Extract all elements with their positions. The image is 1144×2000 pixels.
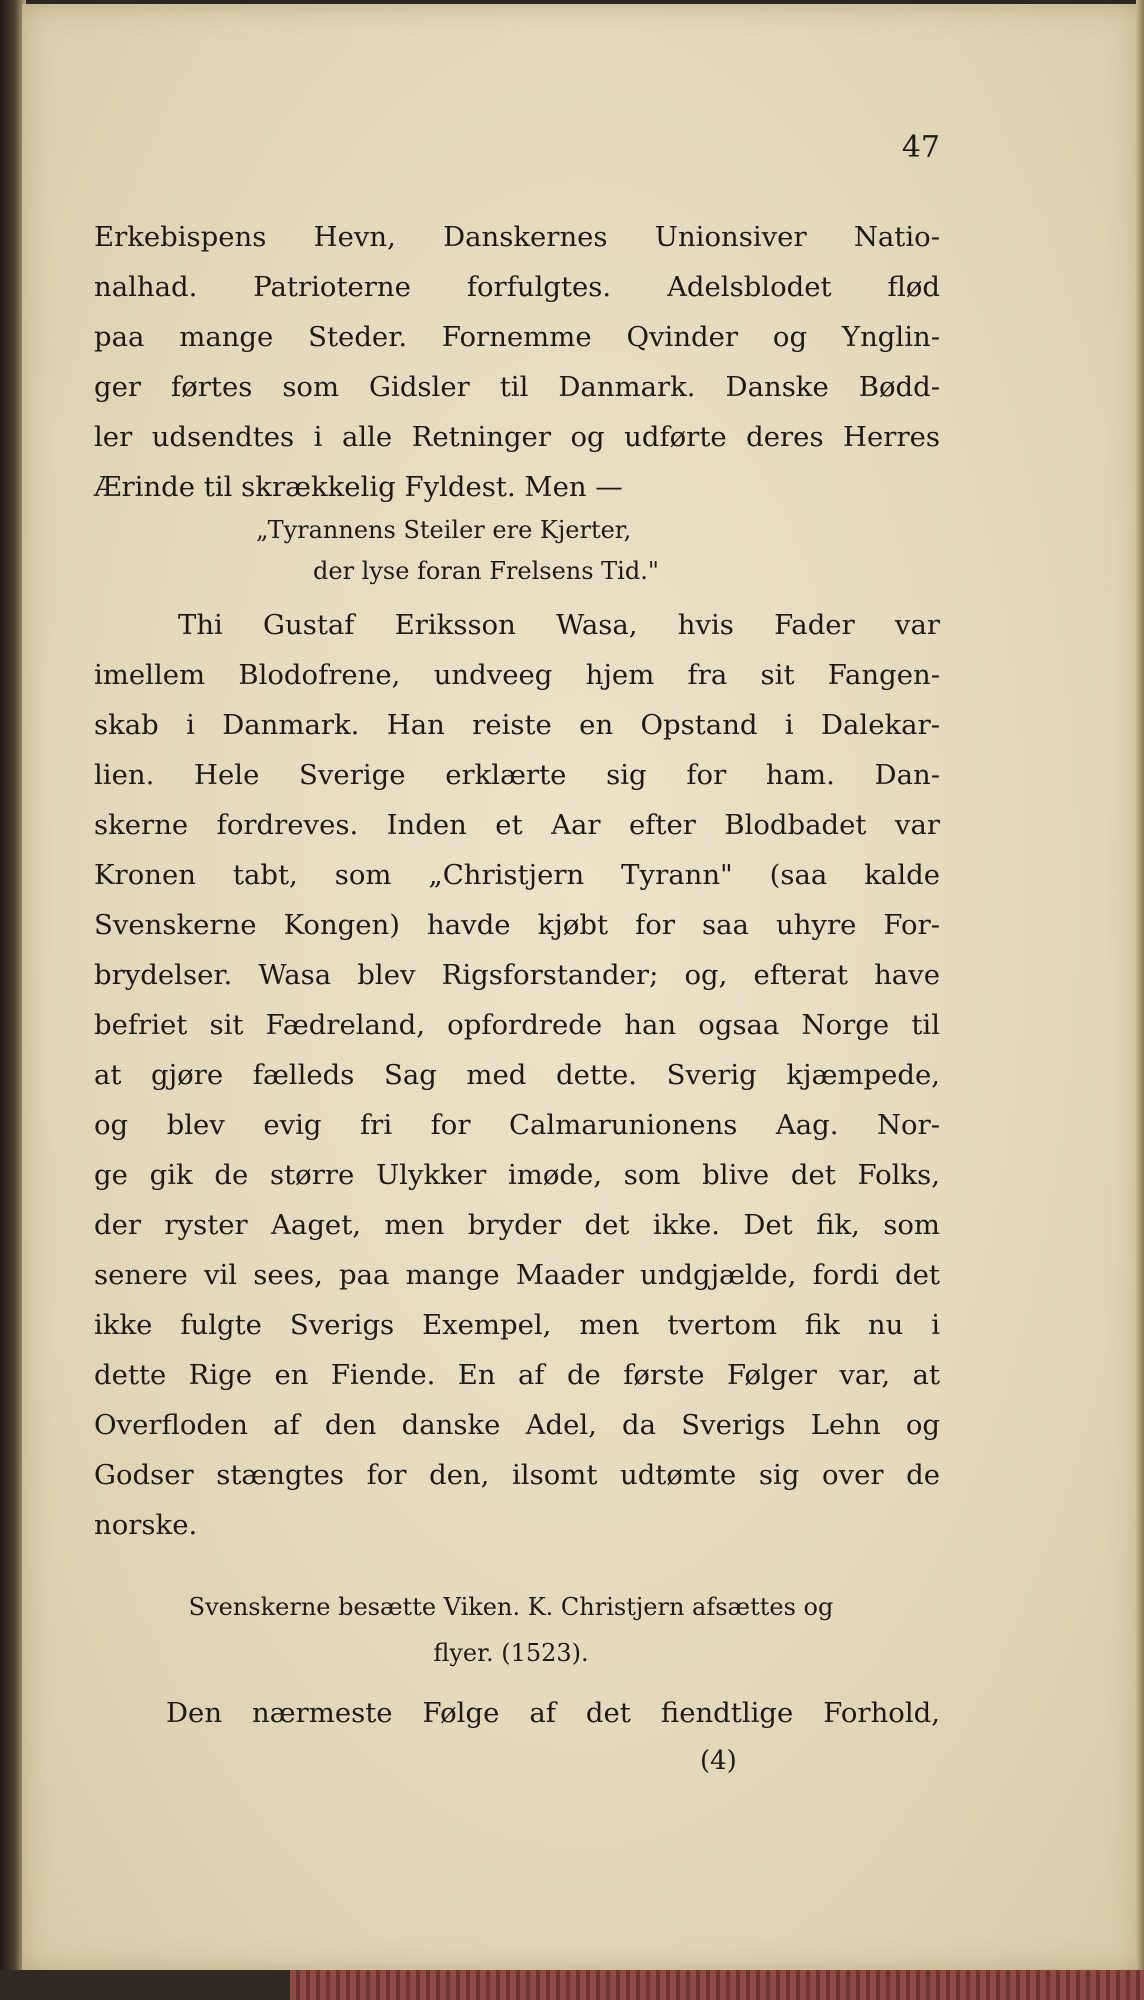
paragraph-2 (94, 600, 940, 1550)
paragraph-3 (94, 1688, 940, 1738)
signature-mark: (4) (700, 1746, 737, 1776)
sidenote-line: Svenskerne besætte Viken. K. Christjern afsættes og (188, 1593, 834, 1621)
text-line: Thi Gustaf Eriksson Wasa, hvis Fader var (178, 609, 940, 641)
verse-line: „Tyrannens Steiler ere Kjerter, (256, 516, 632, 544)
text-line: norske. (94, 1509, 198, 1541)
text-line: imellem Blodofrene, undveeg hjem fra sit Fangen- (94, 659, 940, 691)
text-line: skab i Danmark. Han reiste en Opstand i Dalekar- (94, 709, 940, 741)
text-line: ge gik de større Ulykker imøde, som blive det Folks, (94, 1159, 940, 1191)
verse-line: der lyse foran Frelsens Tid." (313, 557, 659, 585)
text-line: Ærinde til skrækkelig Fyldest. Men — (94, 471, 623, 503)
text-line: Erkebispens Hevn, Danskernes Unionsiver Natio- (94, 221, 940, 253)
text-line: Overfloden af den danske Adel, da Sverigs Lehn og (94, 1409, 940, 1441)
text-line: senere vil sees, paa mange Maader undgjælde, fordi det (94, 1259, 940, 1291)
verse-quote (256, 510, 659, 592)
text-line: nalhad. Patrioterne forfulgtes. Adelsblodet flød (94, 271, 940, 303)
text-line: brydelser. Wasa blev Rigsforstander; og, efterat have (94, 959, 940, 991)
text-line: ikke fulgte Sverigs Exempel, men tvertom fik nu i (94, 1309, 940, 1341)
text-line: Kronen tabt, som „Christjern Tyrann" (saa kalde (94, 859, 940, 891)
text-line: ger førtes som Gidsler til Danmark. Danske Bødd- (94, 371, 940, 403)
cover-fabric-edge (290, 1970, 1144, 2000)
bottom-shadow (0, 1970, 290, 2000)
text-line: skerne fordreves. Inden et Aar efter Blodbadet var (94, 809, 940, 841)
paragraph-1 (94, 212, 940, 512)
text-line: Godser stængtes for den, ilsomt udtømte sig over de (94, 1459, 940, 1491)
sidenote-line: flyer. (1523). (433, 1639, 589, 1667)
page-edge (1136, 0, 1144, 2000)
text-line: paa mange Steder. Fornemme Qvinder og Ynglin- (94, 321, 940, 353)
text-line: at gjøre fælleds Sag med dette. Sverig kjæmpede, (94, 1059, 940, 1091)
text-line: befriet sit Fædreland, opfordrede han ogsaa Norge til (94, 1009, 940, 1041)
text-line: og blev evig fri for Calmarunionens Aag. Nor- (94, 1109, 940, 1141)
page-number: 47 (901, 130, 940, 165)
text-line: lien. Hele Sverige erklærte sig for ham. Dan- (94, 759, 940, 791)
text-line: Svenskerne Kongen) havde kjøbt for saa uhyre For- (94, 909, 940, 941)
text-line: dette Rige en Fiende. En af de første Følger var, at (94, 1359, 940, 1391)
chapter-sidenote (116, 1584, 906, 1676)
text-line: ler udsendtes i alle Retninger og udførte deres Herres (94, 421, 940, 453)
text-line: Den nærmeste Følge af det fiendtlige Forhold, (166, 1697, 940, 1729)
text-line: der ryster Aaget, men bryder det ikke. Det fik, som (94, 1209, 940, 1241)
